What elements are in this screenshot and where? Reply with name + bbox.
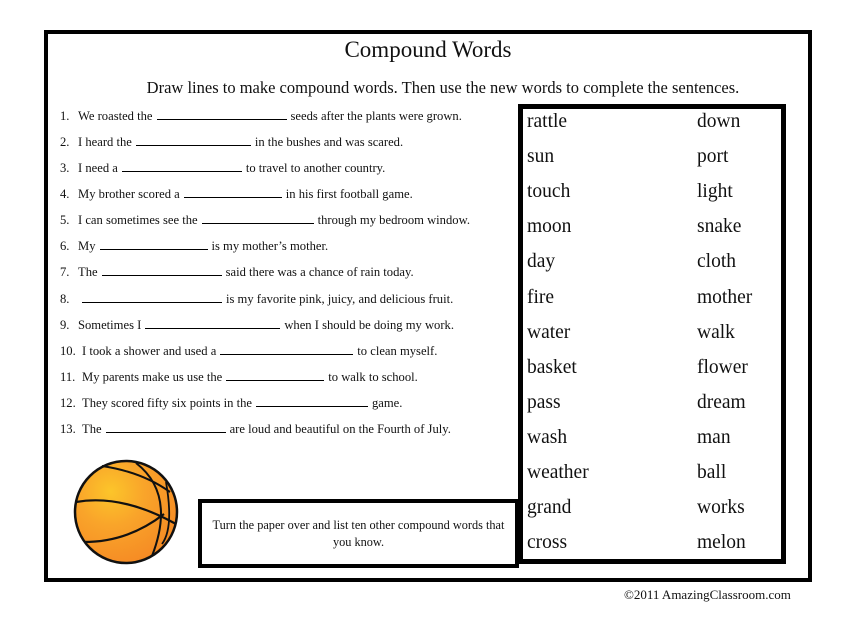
sentence-number: 9. bbox=[60, 318, 70, 332]
sentence-number: 13. bbox=[60, 422, 76, 436]
sentence-item bbox=[60, 317, 454, 333]
sentence-number: 5. bbox=[60, 213, 70, 227]
sentence-text-before: We roasted the bbox=[78, 109, 153, 123]
sentence-item bbox=[60, 421, 451, 437]
sentence-item bbox=[60, 369, 418, 385]
tip-text: Turn the paper over and list ten other compound words that you know. bbox=[212, 517, 505, 549]
sentence-item bbox=[60, 291, 453, 307]
tip-box bbox=[198, 499, 519, 568]
sentence-text-after: in his first football game. bbox=[285, 187, 413, 201]
word-bank-column2-item: works bbox=[697, 497, 745, 519]
sentence-number: 10. bbox=[60, 344, 76, 358]
sentence-text-after: through my bedroom window. bbox=[317, 213, 471, 227]
word-bank-column2-item: light bbox=[697, 181, 733, 203]
instructions: Draw lines to make compound words. Then use the new words to complete the sentences. bbox=[146, 78, 740, 97]
sentence-number: 4. bbox=[60, 187, 70, 201]
word-bank-column2-item: ball bbox=[697, 462, 727, 483]
answer-blank[interactable] bbox=[184, 186, 282, 198]
sentence-text-before: I need a bbox=[78, 161, 118, 175]
answer-blank[interactable] bbox=[145, 317, 280, 329]
word-bank-column2-item: port bbox=[697, 146, 729, 168]
word-bank-column2-item: man bbox=[697, 426, 731, 448]
sentence-text-before: My brother scored a bbox=[78, 187, 180, 201]
answer-blank[interactable] bbox=[82, 291, 222, 303]
sentence-text-after: to travel to another country. bbox=[245, 161, 386, 175]
sentence-text-before: I can sometimes see the bbox=[78, 213, 198, 227]
sentence-number: 1. bbox=[60, 109, 70, 123]
sentence-number: 6. bbox=[60, 239, 70, 253]
sentence-item bbox=[60, 264, 414, 280]
sentence-text-after: when I should be doing my work. bbox=[284, 318, 454, 332]
sentence-text-before: They scored fifty six points in the bbox=[82, 396, 252, 410]
answer-blank[interactable] bbox=[202, 212, 314, 224]
sentence-text-before: I heard the bbox=[78, 135, 132, 149]
word-bank-column2-item: melon bbox=[697, 532, 746, 554]
word-bank-column1-item: touch bbox=[527, 181, 571, 203]
sentence-text-after: in the bushes and was scared. bbox=[254, 135, 404, 149]
word-bank-column2-item: mother bbox=[697, 286, 753, 308]
word-bank-column2-item: walk bbox=[697, 321, 735, 343]
sentence-text-before: My bbox=[78, 239, 96, 253]
word-bank-column2-item: down bbox=[697, 111, 741, 132]
word-bank-column1-item: wash bbox=[527, 426, 568, 448]
answer-blank[interactable] bbox=[220, 343, 353, 355]
sentence-text-after: to walk to school. bbox=[328, 370, 418, 384]
sentence-text-after: is my favorite pink, juicy, and delicious fruit. bbox=[226, 292, 454, 306]
page-title: Compound Words bbox=[344, 37, 512, 62]
sentence-item bbox=[60, 395, 402, 411]
sentence-text-after: game. bbox=[372, 396, 403, 410]
sentence-item bbox=[60, 212, 470, 228]
sentence-text-after: to clean myself. bbox=[357, 344, 438, 358]
word-bank-column2-item: flower bbox=[697, 356, 748, 378]
word-bank bbox=[518, 104, 786, 564]
sentence-item bbox=[60, 238, 328, 254]
sentence-text-after: said there was a chance of rain today. bbox=[225, 265, 414, 279]
answer-blank[interactable] bbox=[106, 421, 226, 433]
word-bank-column1-item: moon bbox=[527, 216, 572, 238]
answer-blank[interactable] bbox=[122, 160, 242, 172]
sentence-item bbox=[60, 134, 403, 150]
answer-blank[interactable] bbox=[100, 238, 208, 250]
sentence-item bbox=[60, 343, 437, 359]
sentence-item bbox=[60, 186, 413, 202]
word-bank-column1-item: weather bbox=[527, 462, 589, 483]
sentence-number: 12. bbox=[60, 396, 76, 410]
sentence-number: 3. bbox=[60, 161, 70, 175]
sentence-item bbox=[60, 160, 385, 176]
word-bank-column2-item: snake bbox=[697, 216, 742, 238]
sentence-text-before: The bbox=[78, 265, 98, 279]
sentence-text-before: Sometimes I bbox=[78, 318, 142, 332]
word-bank-column1-item: rattle bbox=[527, 111, 568, 132]
sentence-number: 7. bbox=[60, 265, 70, 279]
sentence-text-before: I took a shower and used a bbox=[82, 344, 217, 358]
sentence-number: 2. bbox=[60, 135, 70, 149]
answer-blank[interactable] bbox=[256, 395, 368, 407]
sentence-text-after: seeds after the plants were grown. bbox=[290, 109, 462, 123]
sentence-text-after: are loud and beautiful on the Fourth of July. bbox=[229, 422, 451, 436]
word-bank-column1-item: grand bbox=[527, 497, 572, 519]
answer-blank[interactable] bbox=[136, 134, 251, 146]
worksheet-page bbox=[44, 30, 812, 582]
answer-blank[interactable] bbox=[102, 264, 222, 276]
sentence-text-before: The bbox=[82, 422, 102, 436]
word-bank-column1-item: day bbox=[527, 251, 556, 273]
copyright: ©2011 AmazingClassroom.com bbox=[624, 587, 791, 602]
word-bank-column1-item: water bbox=[527, 321, 571, 343]
sentence-text-after: is my mother’s mother. bbox=[211, 239, 329, 253]
answer-blank[interactable] bbox=[226, 369, 324, 381]
sentence-item bbox=[60, 108, 462, 124]
answer-blank[interactable] bbox=[157, 108, 287, 120]
word-bank-column1-item: cross bbox=[527, 532, 568, 554]
word-bank-column2-item: dream bbox=[697, 391, 746, 413]
word-bank-column1-item: basket bbox=[527, 356, 577, 378]
sentence-number: 11. bbox=[60, 370, 76, 384]
word-bank-column2-item: cloth bbox=[697, 251, 736, 273]
sentence-text-before: My parents make us use the bbox=[82, 370, 223, 384]
sentence-number: 8. bbox=[60, 292, 70, 306]
word-bank-column1-item: pass bbox=[527, 391, 561, 413]
word-bank-column1-item: sun bbox=[527, 146, 555, 168]
word-bank-column1-item: fire bbox=[527, 286, 555, 308]
basketball-icon bbox=[72, 458, 180, 566]
